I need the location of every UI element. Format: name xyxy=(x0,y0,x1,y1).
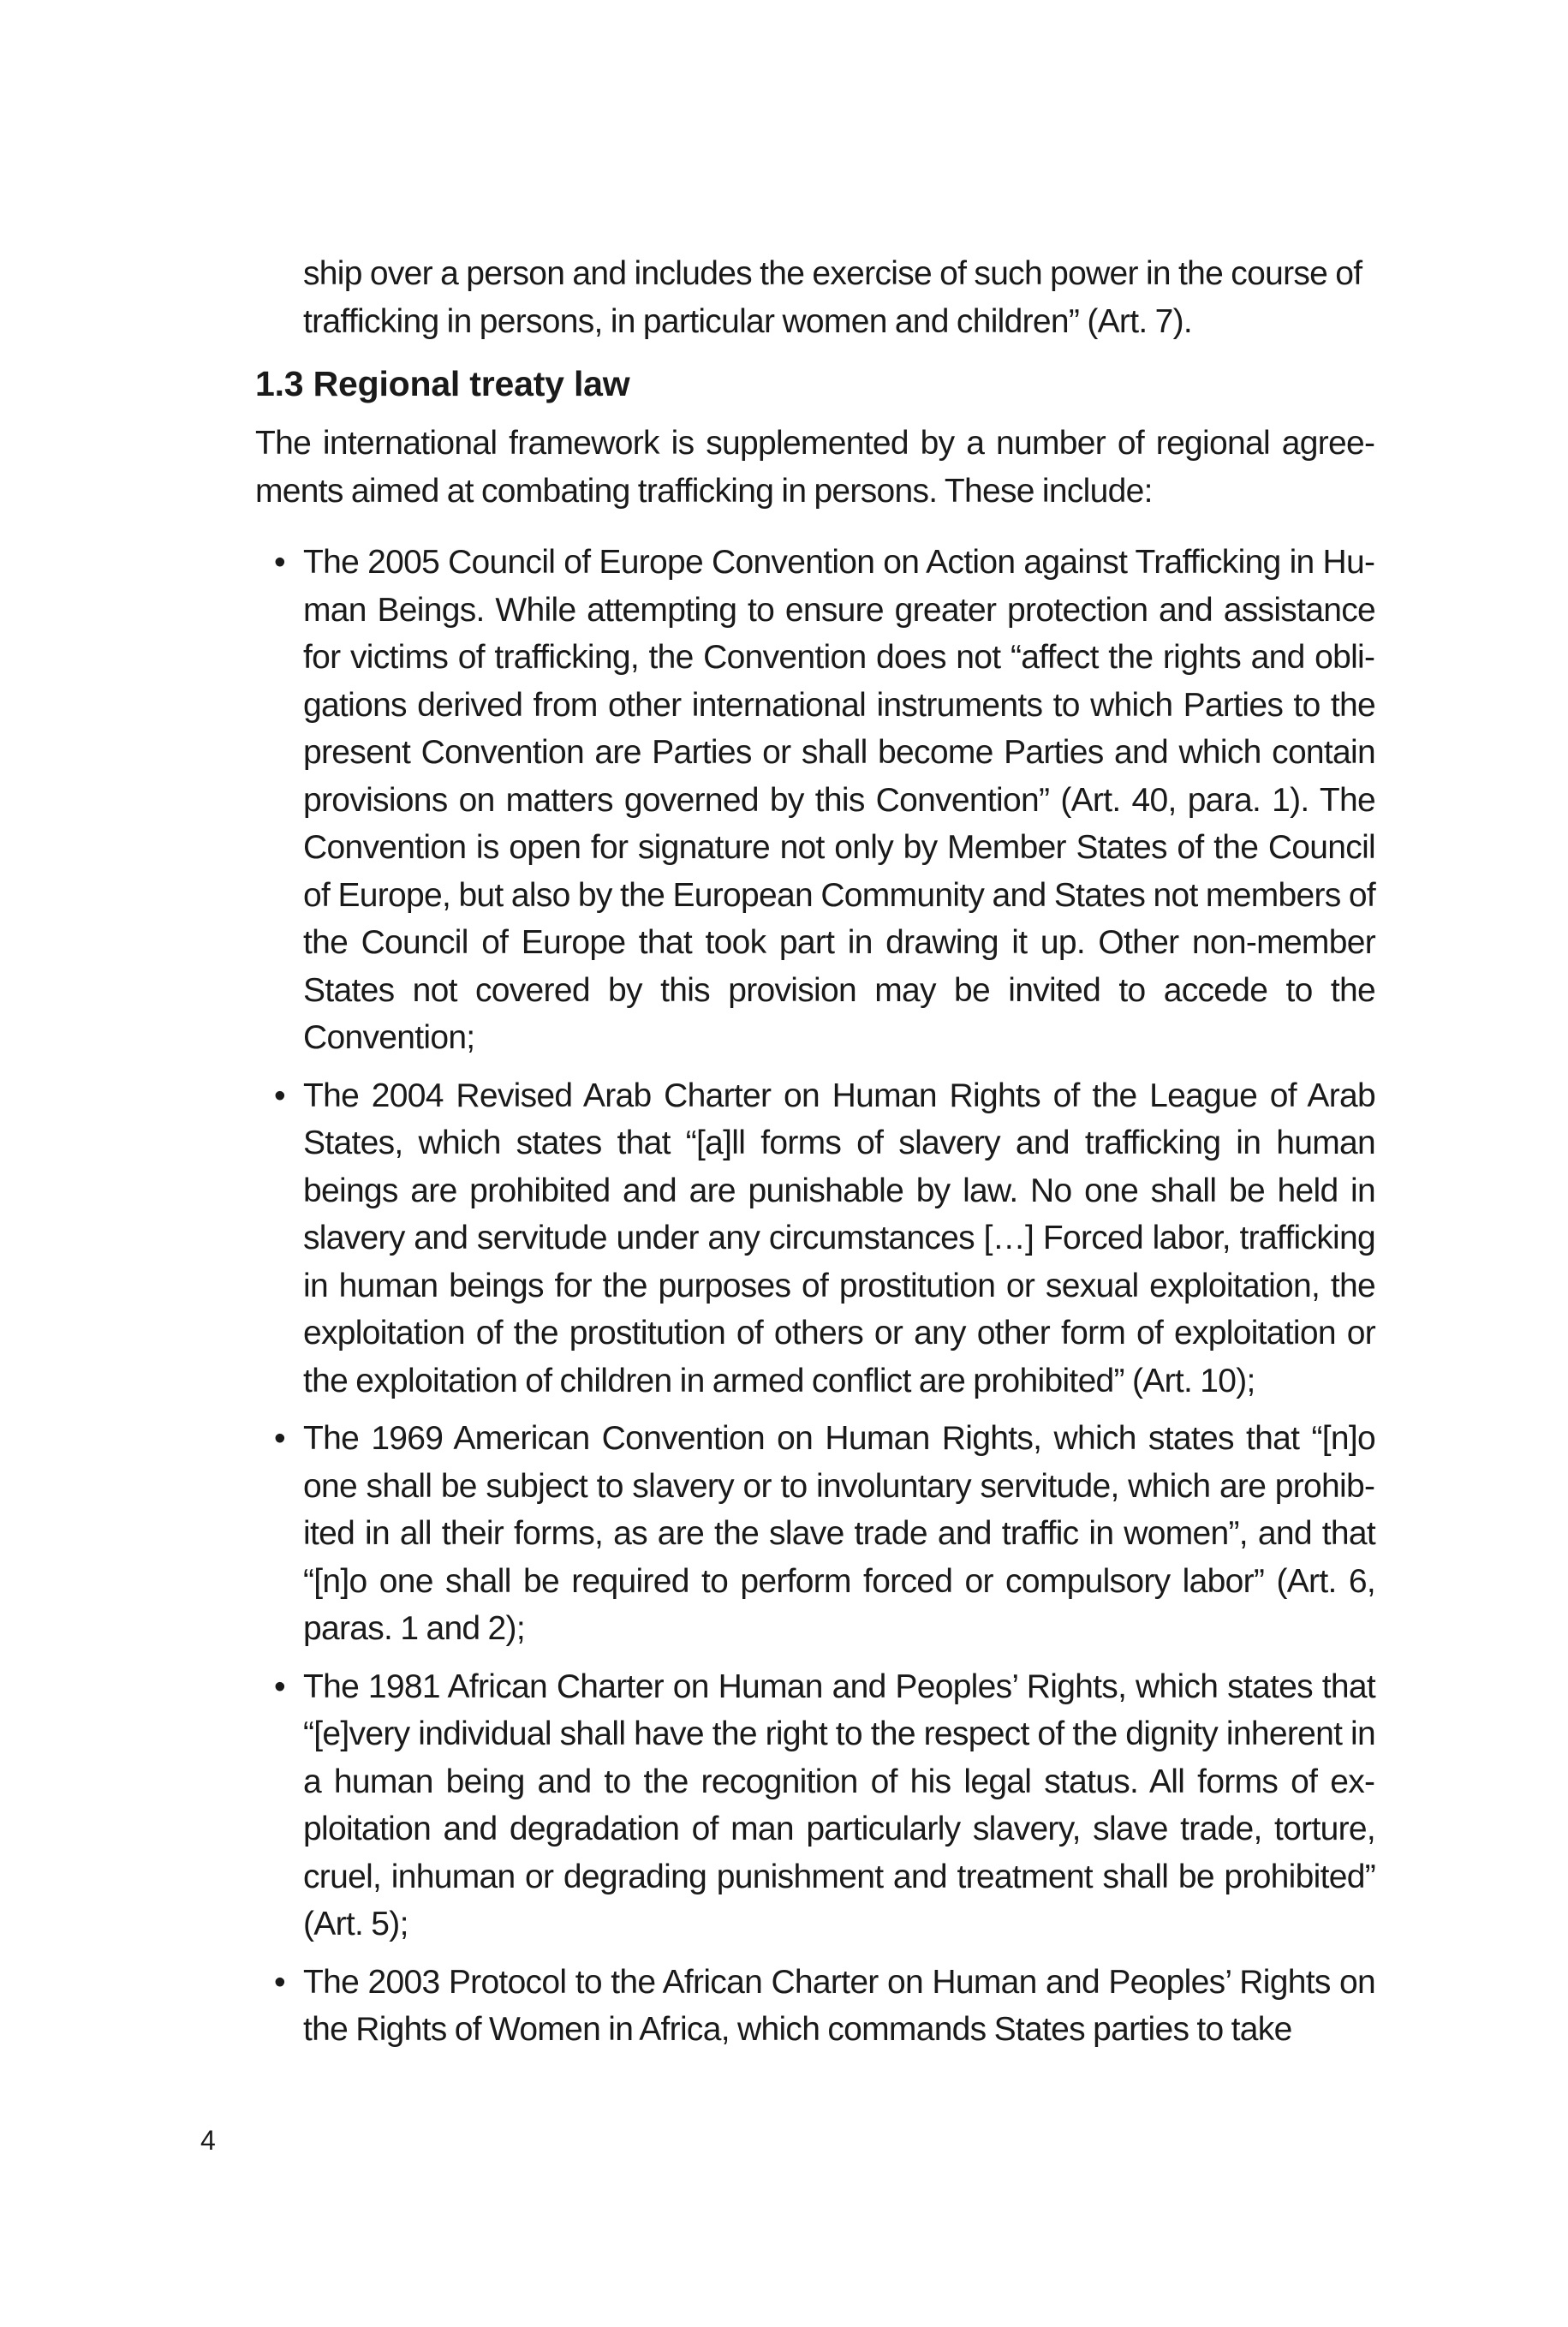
continuation-paragraph: ship over a person and includes the exercise of such power in the course of trafficking in persons, in particular women and children” (Art. 7). xyxy=(303,255,1362,340)
list-item xyxy=(255,1415,1375,1653)
list-item-text: The 2004 Revised Arab Charter on Human Rights of the League of Arab States, which states that “[a]ll forms of slavery and trafficking in human beings are prohibited and are punishable by law. No one shall be held in slavery and servitude under any circumstances […] Forced labor, trafficking in human beings for the purposes of prostitution or sexual exploitation, the exploitation of the prostitution of others or any other form of exploitation or the exploitation of children in armed conflict are prohibited” (Art. 10); xyxy=(303,1077,1375,1399)
list-item xyxy=(255,539,1375,1062)
intro-paragraph: The international framework is supplemented by a number of regional agreements aimed at combating trafficking in persons. These include: xyxy=(255,425,1375,510)
text-column xyxy=(255,250,1375,2064)
bullet-icon: • xyxy=(274,1077,285,1114)
list-item-text: The 1969 American Convention on Human Rights, which states that “[n]o one shall be subject to slavery or to involuntary servitude, which are prohibited in all their forms, as are the slave trade and traffic in women”, and that “[n]o one shall be required to perform forced or compulsory labor” (Art. 6, paras. 1 and 2); xyxy=(303,1420,1375,1647)
section-heading: 1.3 Regional treaty law xyxy=(255,364,630,403)
list-item-text: The 1981 African Charter on Human and Peoples’ Rights, which states that “[e]very individual shall have the right to the respect of the dignity inherent in a human being and to the recognition of his legal status. All forms of exploitation and degradation of man particularly slavery, slave trade, torture, cruel, inhuman or degrading punishment and treatment shall be prohibited” (Art. 5); xyxy=(303,1668,1375,1942)
bullet-icon: • xyxy=(274,1963,285,2001)
bullet-icon: • xyxy=(274,1420,285,1457)
page-number: 4 xyxy=(200,2125,216,2156)
list-item-text: The 2003 Protocol to the African Charter on Human and Peoples’ Rights on the Rights of Women in Africa, which commands States parties to take xyxy=(303,1963,1375,2048)
treaty-list xyxy=(255,539,1375,2054)
list-item xyxy=(255,1072,1375,1405)
bullet-icon: • xyxy=(274,544,285,581)
list-item xyxy=(255,1959,1375,2054)
list-item-text: The 2005 Council of Europe Convention on Action against Trafficking in Human Beings. While attempting to ensure greater protection and assistance for victims of trafficking, the Convention does not “affect the rights and obligations derived from other international instruments to which Parties to the present Convention are Parties or shall become Parties and which contain provisions on matters governed by this Convention” (Art. 40, para. 1). The Convention is open for signature not only by Member States of the Council of Europe, but also by the European Community and States not members of the Council of Europe that took part in drawing it up. Other non-member States not covered by this provision may be invited to accede to the Convention; xyxy=(303,544,1375,1056)
list-item xyxy=(255,1663,1375,1948)
bullet-icon: • xyxy=(274,1668,285,1705)
